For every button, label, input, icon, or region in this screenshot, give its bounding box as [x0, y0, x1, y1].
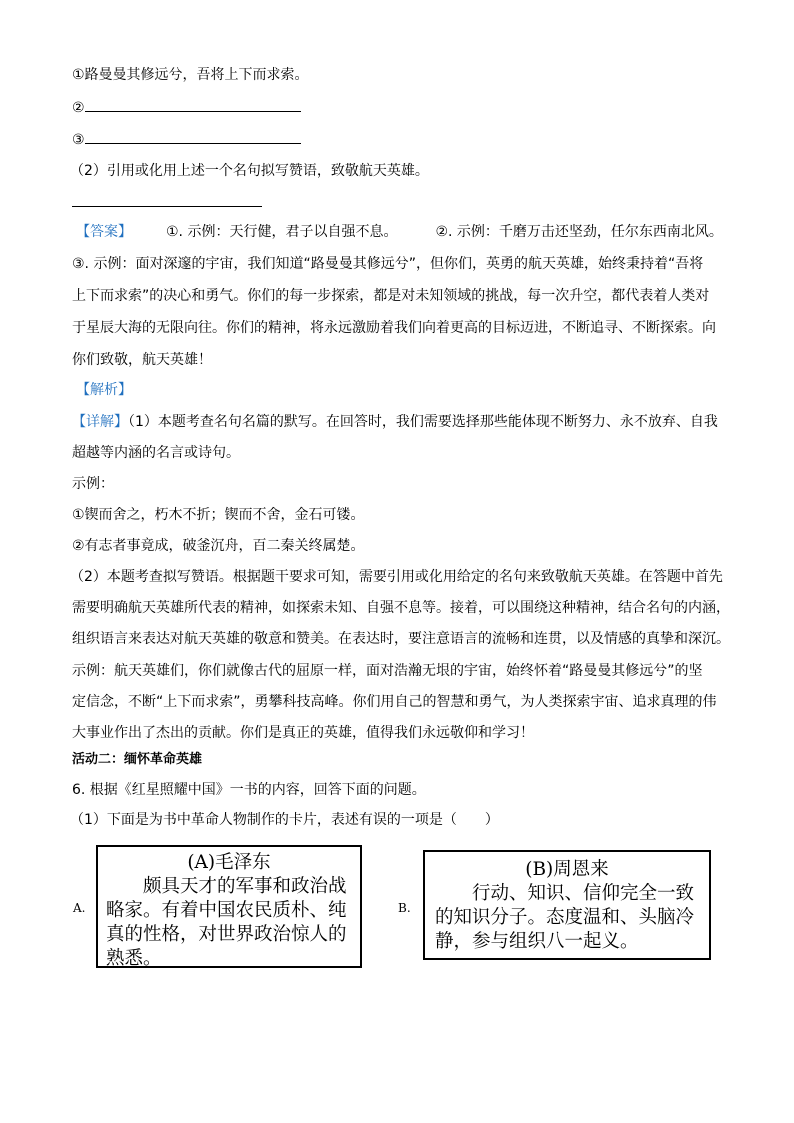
detail-line-10: 定信念，不断“上下而求索”，勇攀科技高峰。你们用自己的智慧和勇气，为人类探索宇宙、追求真理的伟: [72, 694, 717, 710]
option-a-label[interactable]: A.: [73, 901, 86, 915]
answer-line-3: 上下而求索”的决心和勇气。你们的每一步探索，都是对未知领域的挑战，每一次升空，都代表着人类对: [72, 288, 710, 304]
detail-line-8: 组织语言来表达对航天英雄的敬意和赞美。在表达时，要注意语言的流畅和连贯，以及情感的真挚和深沉。: [72, 631, 730, 647]
question-5-2: （2）引用或化用上述一个名句拟写赞语，致敬航天英雄。: [70, 163, 429, 179]
card-a-title: (A)毛泽东: [187, 852, 271, 873]
card-a-body: 颇具天才的军事和政治战略家。有着中国农民质朴、纯真的性格，对世界政治惊人的熟悉。: [106, 876, 347, 969]
detail-line-7: 需要明确航天英雄所代表的精神，如探索未知、自强不息等。接着，可以围绕这种精神，结合名句的内涵，: [72, 600, 730, 616]
option-b-label[interactable]: B.: [398, 901, 411, 915]
detail-line-11: 大事业作出了杰出的贡献。你们是真正的英雄，值得我们永远敬仰和学习！: [72, 725, 534, 741]
answer-blank-3[interactable]: [85, 129, 301, 144]
analysis-tag: 【解析】: [76, 382, 132, 398]
question-6-1: （1）下面是为书中革命人物制作的卡片，表述有误的一项是（ ）: [70, 812, 499, 828]
question-6: 6. 根据《红星照耀中国》一书的内容，回答下面的问题。: [72, 782, 426, 798]
answer-line-4: 于星辰大海的无限向往。你们的精神，将永远激励着我们向着更高的目标迈进，不断追寻、不断探索。向: [72, 320, 716, 336]
detail-line-2: 超越等内涵的名言或诗句。: [72, 445, 240, 461]
detail-line-3: 示例：: [72, 476, 114, 492]
card-a[interactable]: [96, 845, 362, 968]
card-b-body: 行动、知识、信仰完全一致的知识分子。态度温和、头脑冷静，参与组织八一起义。: [435, 883, 695, 952]
card-b[interactable]: [423, 850, 711, 960]
detail-line-5: ②有志者事竟成，破釜沉舟，百二秦关终属楚。: [72, 538, 365, 554]
quote-line-1: ①路曼曼其修远兮，吾将上下而求索。: [72, 67, 309, 83]
card-b-title: (B)周恩来: [525, 859, 609, 880]
detail-line-6: （2）本题考查拟写赞语。根据题干要求可知，需要引用或化用给定的名句来致敬航天英雄。在答题中首先: [70, 569, 723, 585]
detail-line-9: 示例：航天英雄们，你们就像古代的屈原一样，面对浩瀚无垠的宇宙，始终怀着“路曼曼其修远兮”的坚: [72, 663, 703, 679]
answer-line-1: [76, 222, 723, 242]
blank-line-3-label: ③: [72, 132, 85, 148]
blank-line-3: [72, 129, 301, 150]
answer-tag: 【答案】: [76, 224, 132, 240]
answer-blank-rule[interactable]: [72, 206, 262, 207]
detail-line-1-text: （1）本题考查名句名篇的默写。在回答时，我们需要选择那些能体现不断努力、永不放弃、自我: [128, 414, 718, 430]
blank-line-2: [72, 97, 301, 118]
answer-part-2: ②. 示例：千磨万击还坚劲，任尔东西南北风。: [435, 224, 723, 240]
answer-line-5: 你们致敬，航天英雄！: [72, 352, 212, 368]
answer-part-1: ①. 示例：天行健，君子以自强不息。: [166, 224, 398, 240]
answer-line-2: ③. 示例：面对深邃的宇宙，我们知道“路曼曼其修远兮”，但你们，英勇的航天英雄，始终秉持着“吾将: [72, 256, 704, 272]
detail-line-1: [72, 412, 718, 432]
answer-blank-2[interactable]: [85, 97, 301, 112]
activity-heading: 活动二：缅怀革命英雄: [72, 752, 203, 767]
detail-line-4: ①锲而舍之，朽木不折；锲而不舍，金石可镂。: [72, 507, 365, 523]
detail-tag: 【详解】: [72, 414, 128, 430]
blank-line-2-label: ②: [72, 100, 85, 116]
